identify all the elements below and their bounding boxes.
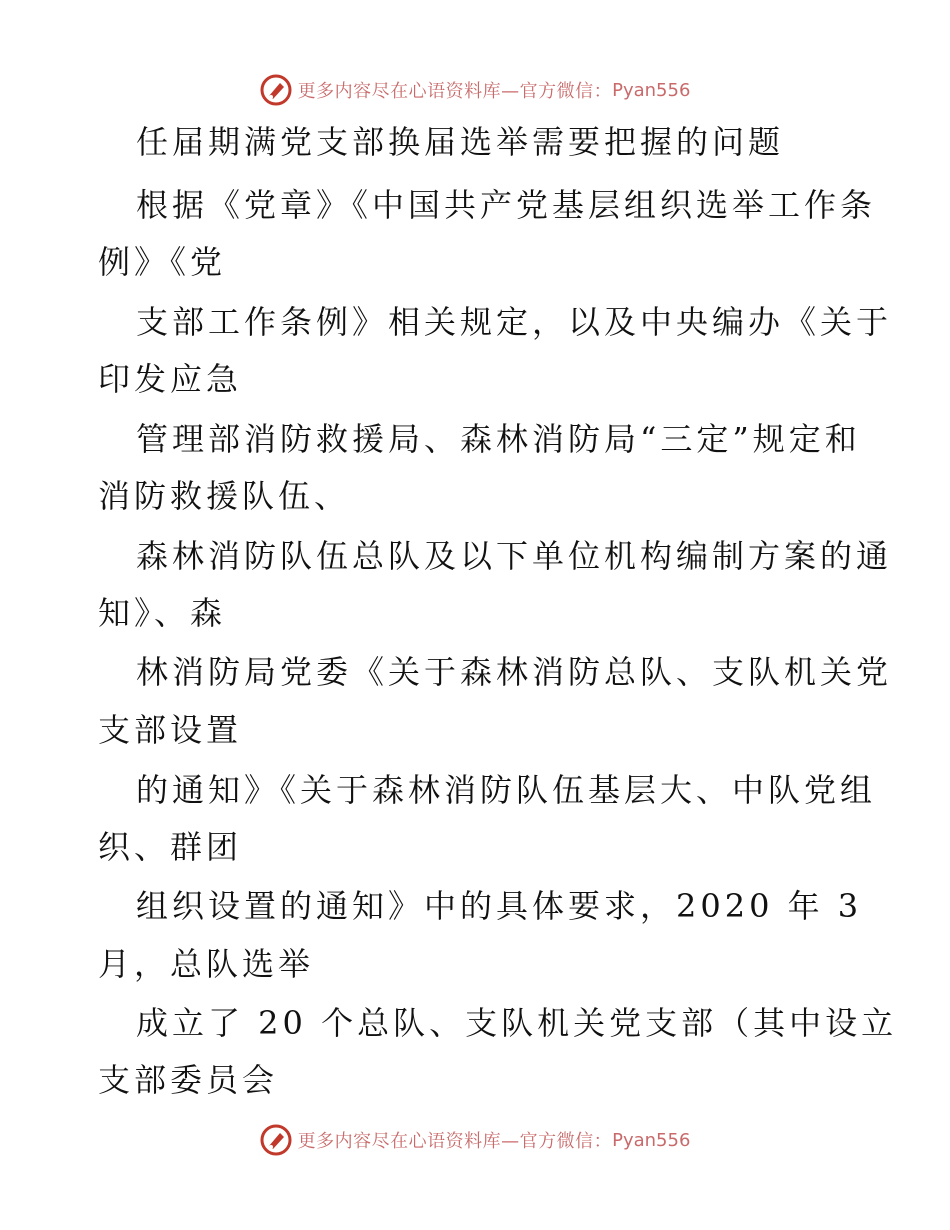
paragraph-line: 支部委员会: [98, 1061, 279, 1099]
paragraph-line: 根据《党章》《中国共产党基层组织选举工作条: [136, 186, 877, 224]
paragraph-line: 支部工作条例》相关规定，以及中央编办《关于: [136, 303, 893, 341]
paragraph-line: 例》《党: [98, 243, 227, 281]
header-banner-text: 更多内容尽在心语资料库—官方微信：: [297, 81, 613, 102]
pen-logo-icon: [260, 1124, 292, 1156]
paragraph-line: 管理部消防救援局、森林消防局“三定”规定和: [136, 420, 861, 458]
paragraph-line: 支部设置: [98, 711, 243, 749]
paragraph-line: 森林消防队伍总队及以下单位机构编制方案的通: [136, 537, 893, 575]
paragraph-line: 组织设置的通知》中的具体要求，2020 年 3: [136, 887, 863, 925]
pen-logo-icon: [260, 74, 292, 106]
paragraph-line: 的通知》《关于森林消防队伍基层大、中队党组: [136, 771, 877, 809]
footer-banner-text: 更多内容尽在心语资料库—官方微信：: [297, 1131, 613, 1152]
paragraph-line: 消防救援队伍、: [98, 477, 351, 515]
document-title: 任届期满党支部换届选举需要把握的问题: [136, 123, 785, 161]
footer-banner: [0, 1120, 950, 1160]
paragraph-line: 印发应急: [98, 360, 243, 398]
paragraph-line: 月，总队选举: [98, 945, 315, 983]
paragraph-line: 林消防局党委《关于森林消防总队、支队机关党: [136, 653, 893, 691]
paragraph-line: 知》、森: [98, 594, 227, 632]
footer-banner-wechat: Pyan556: [612, 1129, 691, 1151]
paragraph-line: 成立了 20 个总队、支队机关党支部（其中设立: [136, 1004, 898, 1042]
header-banner-wechat: Pyan556: [612, 79, 691, 101]
header-banner: [0, 70, 950, 110]
paragraph-line: 织、群团: [98, 828, 243, 866]
